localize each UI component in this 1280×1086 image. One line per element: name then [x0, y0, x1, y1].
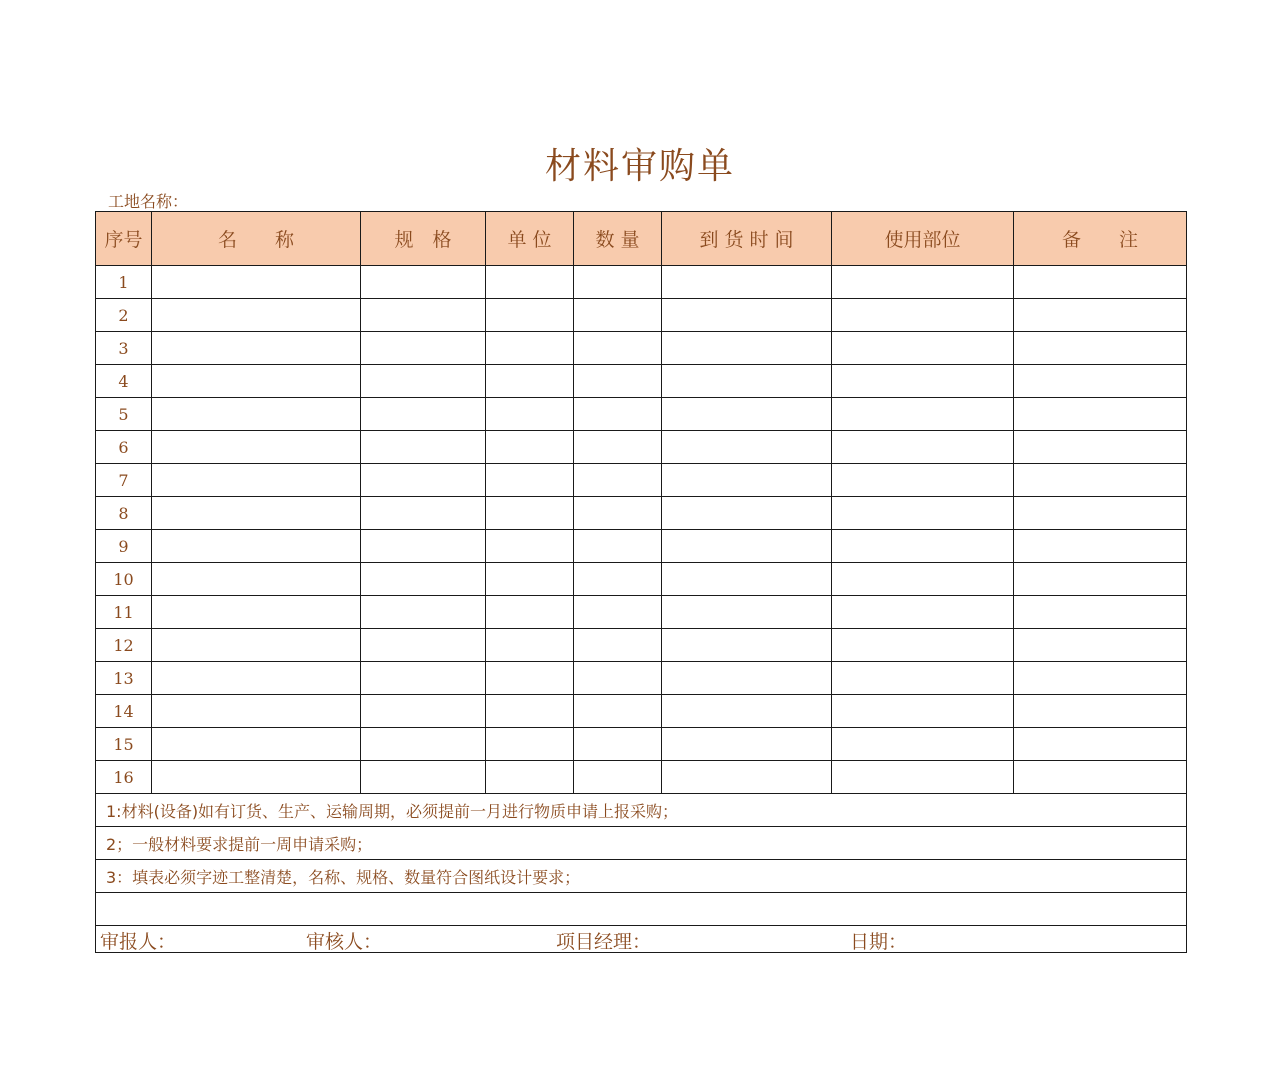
- usage-location-cell[interactable]: [832, 563, 1014, 596]
- spec-cell[interactable]: [361, 530, 486, 563]
- arrival-time-cell[interactable]: [662, 464, 832, 497]
- remarks-cell[interactable]: [1014, 365, 1187, 398]
- arrival-time-cell[interactable]: [662, 695, 832, 728]
- spec-cell[interactable]: [361, 563, 486, 596]
- name-cell[interactable]: [152, 563, 361, 596]
- spec-cell[interactable]: [361, 728, 486, 761]
- unit-cell[interactable]: [486, 266, 574, 299]
- unit-cell[interactable]: [486, 563, 574, 596]
- quantity-cell[interactable]: [574, 563, 662, 596]
- unit-cell[interactable]: [486, 497, 574, 530]
- table-row: [96, 596, 1187, 629]
- note-3: 3：填表必须字迹工整清楚，名称、规格、数量符合图纸设计要求；: [96, 860, 1187, 893]
- note-1: 1:材料(设备)如有订货、生产、运输周期，必须提前一月进行物质申请上报采购；: [96, 794, 1187, 827]
- name-cell[interactable]: [152, 662, 361, 695]
- name-cell[interactable]: [152, 530, 361, 563]
- remarks-cell[interactable]: [1014, 563, 1187, 596]
- row-index: 16: [96, 761, 152, 794]
- row-index: 2: [96, 299, 152, 332]
- arrival-time-cell[interactable]: [662, 365, 832, 398]
- arrival-time-cell[interactable]: [662, 761, 832, 794]
- quantity-cell[interactable]: [574, 266, 662, 299]
- spec-cell[interactable]: [361, 464, 486, 497]
- spec-cell[interactable]: [361, 662, 486, 695]
- row-index: 10: [96, 563, 152, 596]
- unit-cell[interactable]: [486, 728, 574, 761]
- table-row: [96, 332, 1187, 365]
- name-cell[interactable]: [152, 464, 361, 497]
- spec-cell[interactable]: [361, 332, 486, 365]
- usage-location-cell[interactable]: [832, 266, 1014, 299]
- name-cell[interactable]: [152, 629, 361, 662]
- header-spec: 规 格: [361, 212, 486, 266]
- name-cell[interactable]: [152, 299, 361, 332]
- header-unit: 单 位: [486, 212, 574, 266]
- quantity-cell[interactable]: [574, 431, 662, 464]
- unit-cell[interactable]: [486, 761, 574, 794]
- usage-location-cell[interactable]: [832, 761, 1014, 794]
- signature-row: [96, 926, 1187, 953]
- arrival-time-cell[interactable]: [662, 398, 832, 431]
- project-manager-label: 项目经理：: [556, 931, 652, 953]
- quantity-cell[interactable]: [574, 530, 662, 563]
- unit-cell[interactable]: [486, 431, 574, 464]
- quantity-cell[interactable]: [574, 299, 662, 332]
- usage-location-cell[interactable]: [832, 332, 1014, 365]
- name-cell[interactable]: [152, 497, 361, 530]
- arrival-time-cell[interactable]: [662, 563, 832, 596]
- quantity-cell[interactable]: [574, 464, 662, 497]
- quantity-cell[interactable]: [574, 596, 662, 629]
- row-index: 9: [96, 530, 152, 563]
- header-name: 名 称: [152, 212, 361, 266]
- row-index: 8: [96, 497, 152, 530]
- spec-cell[interactable]: [361, 431, 486, 464]
- applicant-label: 审报人：: [100, 931, 177, 953]
- header-arrival-time: 到 货 时 间: [662, 212, 832, 266]
- quantity-cell[interactable]: [574, 695, 662, 728]
- spec-cell[interactable]: [361, 398, 486, 431]
- remarks-cell[interactable]: [1014, 497, 1187, 530]
- item-rows: [96, 266, 1187, 794]
- site-name-label: 工地名称：: [108, 192, 189, 211]
- row-index: 6: [96, 431, 152, 464]
- arrival-time-cell[interactable]: [662, 596, 832, 629]
- row-index: 4: [96, 365, 152, 398]
- spec-cell[interactable]: [361, 629, 486, 662]
- table-row: [96, 563, 1187, 596]
- row-index: 13: [96, 662, 152, 695]
- arrival-time-cell[interactable]: [662, 530, 832, 563]
- usage-location-cell[interactable]: [832, 464, 1014, 497]
- table-row: [96, 497, 1187, 530]
- row-index: 7: [96, 464, 152, 497]
- name-cell[interactable]: [152, 695, 361, 728]
- purchase-form-table: [95, 211, 1187, 953]
- unit-cell[interactable]: [486, 629, 574, 662]
- usage-location-cell[interactable]: [832, 596, 1014, 629]
- quantity-cell[interactable]: [574, 398, 662, 431]
- header-row: [96, 212, 1187, 266]
- unit-cell[interactable]: [486, 530, 574, 563]
- remarks-cell[interactable]: [1014, 596, 1187, 629]
- table-row: [96, 662, 1187, 695]
- quantity-cell[interactable]: [574, 365, 662, 398]
- table-row: [96, 728, 1187, 761]
- spec-cell[interactable]: [361, 299, 486, 332]
- row-index: 15: [96, 728, 152, 761]
- remarks-cell[interactable]: [1014, 629, 1187, 662]
- row-index: 5: [96, 398, 152, 431]
- reviewer-label: 审核人：: [306, 931, 383, 953]
- name-cell[interactable]: [152, 365, 361, 398]
- date-label: 日期：: [850, 931, 908, 953]
- arrival-time-cell[interactable]: [662, 332, 832, 365]
- quantity-cell[interactable]: [574, 497, 662, 530]
- arrival-time-cell[interactable]: [662, 266, 832, 299]
- usage-location-cell[interactable]: [832, 299, 1014, 332]
- row-index: 11: [96, 596, 152, 629]
- unit-cell[interactable]: [486, 662, 574, 695]
- remarks-cell[interactable]: [1014, 728, 1187, 761]
- remarks-cell[interactable]: [1014, 662, 1187, 695]
- unit-cell[interactable]: [486, 596, 574, 629]
- arrival-time-cell[interactable]: [662, 299, 832, 332]
- spec-cell[interactable]: [361, 497, 486, 530]
- table-row: [96, 530, 1187, 563]
- table-row: [96, 431, 1187, 464]
- table-row: [96, 695, 1187, 728]
- arrival-time-cell[interactable]: [662, 662, 832, 695]
- arrival-time-cell[interactable]: [662, 728, 832, 761]
- quantity-cell[interactable]: [574, 332, 662, 365]
- remarks-cell[interactable]: [1014, 464, 1187, 497]
- table-row: [96, 464, 1187, 497]
- name-cell[interactable]: [152, 728, 361, 761]
- quantity-cell[interactable]: [574, 662, 662, 695]
- usage-location-cell[interactable]: [832, 695, 1014, 728]
- usage-location-cell[interactable]: [832, 662, 1014, 695]
- spec-cell[interactable]: [361, 596, 486, 629]
- form-title: 材料审购单: [544, 146, 735, 187]
- quantity-cell[interactable]: [574, 629, 662, 662]
- table-row: [96, 299, 1187, 332]
- spec-cell[interactable]: [361, 761, 486, 794]
- arrival-time-cell[interactable]: [662, 497, 832, 530]
- usage-location-cell[interactable]: [832, 530, 1014, 563]
- table-row: [96, 266, 1187, 299]
- usage-location-cell[interactable]: [832, 629, 1014, 662]
- note-blank[interactable]: [96, 893, 1187, 926]
- usage-location-cell[interactable]: [832, 365, 1014, 398]
- header-index: 序号: [96, 212, 152, 266]
- table-row: [96, 365, 1187, 398]
- remarks-cell[interactable]: [1014, 398, 1187, 431]
- remarks-cell[interactable]: [1014, 332, 1187, 365]
- arrival-time-cell[interactable]: [662, 629, 832, 662]
- remarks-cell[interactable]: [1014, 761, 1187, 794]
- header-quantity: 数 量: [574, 212, 662, 266]
- unit-cell[interactable]: [486, 299, 574, 332]
- unit-cell[interactable]: [486, 398, 574, 431]
- remarks-cell[interactable]: [1014, 266, 1187, 299]
- name-cell[interactable]: [152, 398, 361, 431]
- remarks-cell[interactable]: [1014, 431, 1187, 464]
- row-index: 14: [96, 695, 152, 728]
- row-index: 1: [96, 266, 152, 299]
- usage-location-cell[interactable]: [832, 431, 1014, 464]
- header-remarks: 备 注: [1014, 212, 1187, 266]
- name-cell[interactable]: [152, 431, 361, 464]
- unit-cell[interactable]: [486, 332, 574, 365]
- header-usage-location: 使用部位: [832, 212, 1014, 266]
- quantity-cell[interactable]: [574, 728, 662, 761]
- remarks-cell[interactable]: [1014, 695, 1187, 728]
- spec-cell[interactable]: [361, 365, 486, 398]
- unit-cell[interactable]: [486, 464, 574, 497]
- table-row: [96, 398, 1187, 431]
- remarks-cell[interactable]: [1014, 299, 1187, 332]
- remarks-cell[interactable]: [1014, 530, 1187, 563]
- table-row: [96, 761, 1187, 794]
- row-index: 12: [96, 629, 152, 662]
- name-cell[interactable]: [152, 596, 361, 629]
- unit-cell[interactable]: [486, 365, 574, 398]
- arrival-time-cell[interactable]: [662, 431, 832, 464]
- table-row: [96, 629, 1187, 662]
- name-cell[interactable]: [152, 761, 361, 794]
- unit-cell[interactable]: [486, 695, 574, 728]
- name-cell[interactable]: [152, 266, 361, 299]
- name-cell[interactable]: [152, 332, 361, 365]
- spec-cell[interactable]: [361, 695, 486, 728]
- note-2: 2；一般材料要求提前一周申请采购；: [96, 827, 1187, 860]
- row-index: 3: [96, 332, 152, 365]
- quantity-cell[interactable]: [574, 761, 662, 794]
- usage-location-cell[interactable]: [832, 398, 1014, 431]
- usage-location-cell[interactable]: [832, 497, 1014, 530]
- usage-location-cell[interactable]: [832, 728, 1014, 761]
- spec-cell[interactable]: [361, 266, 486, 299]
